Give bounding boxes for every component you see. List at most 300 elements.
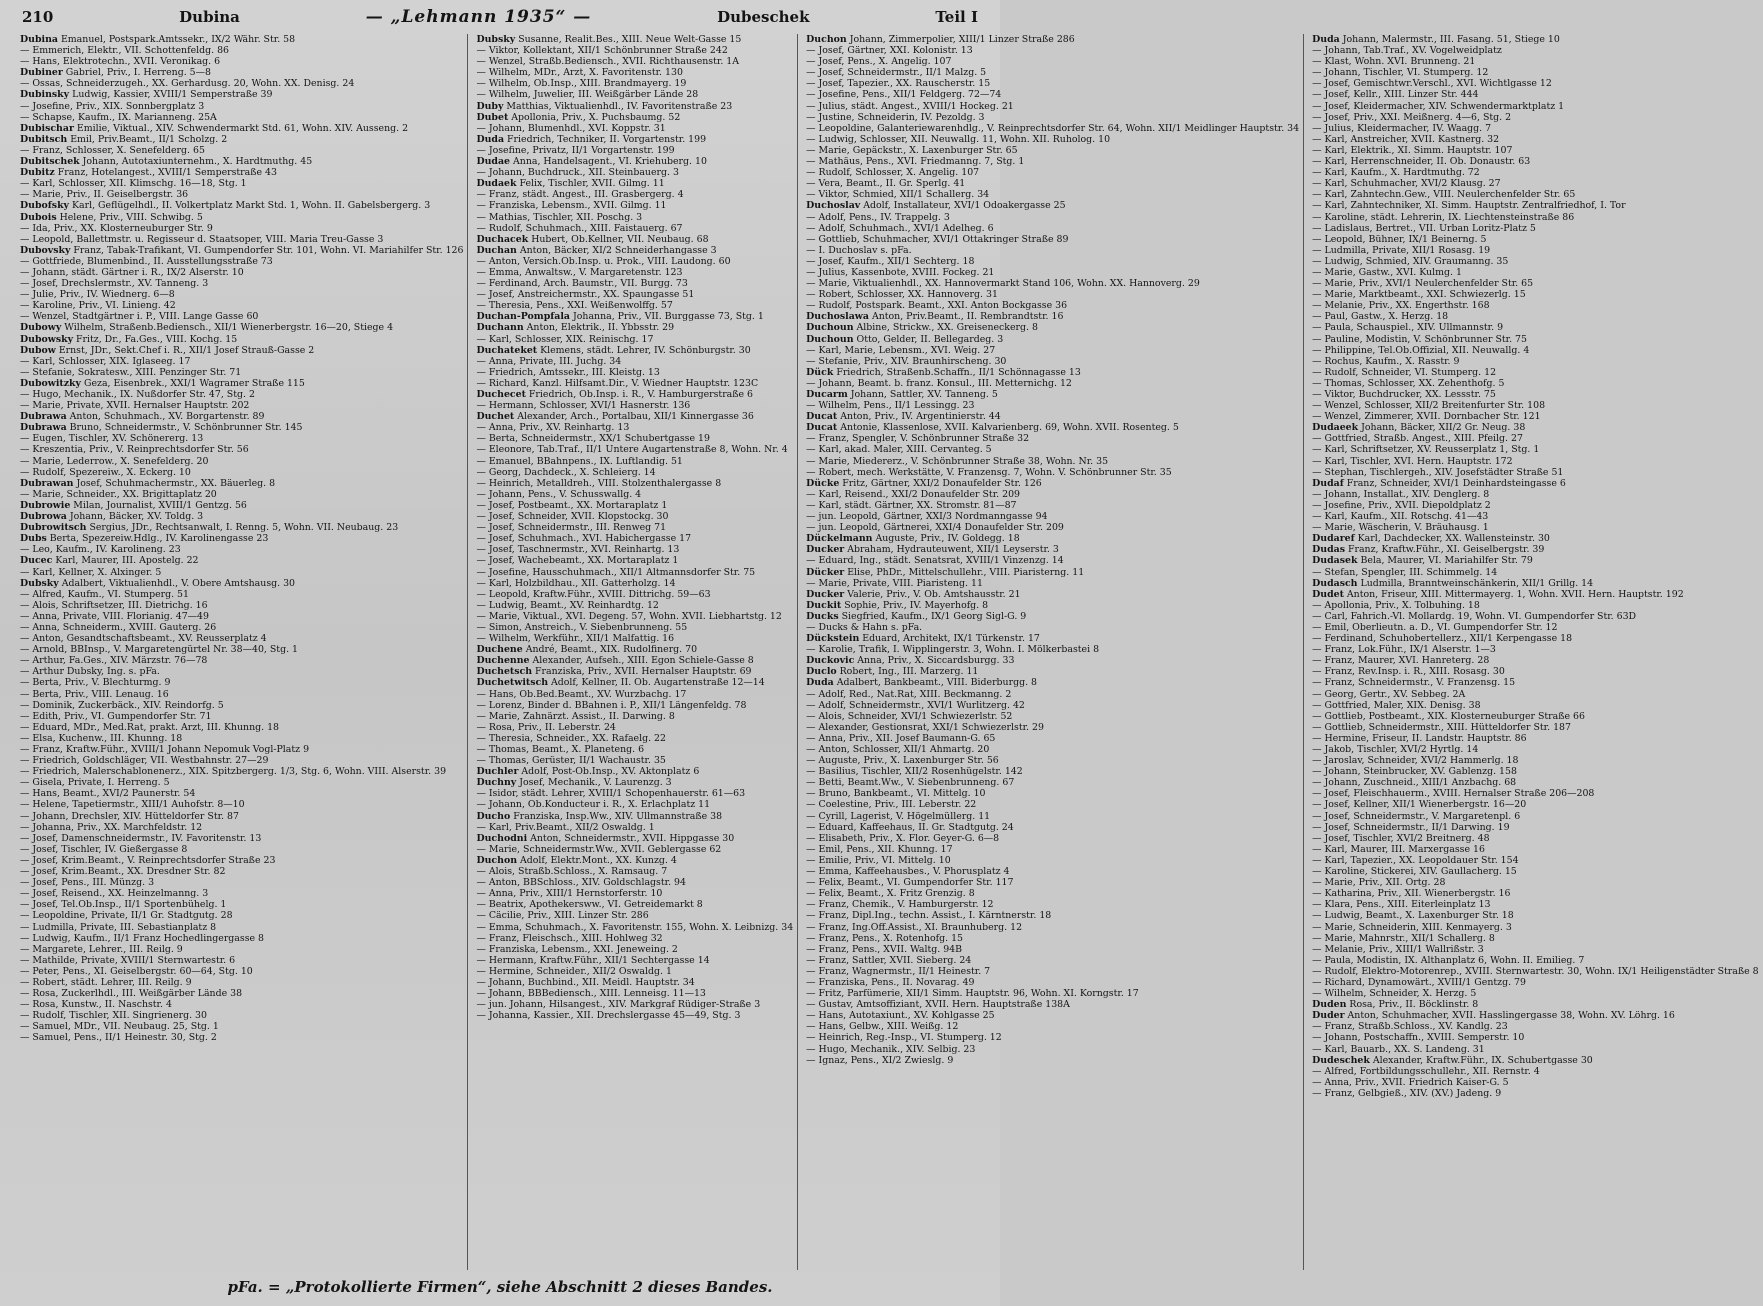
entry-details: — Josef, Tapezier., XX. Rauscherstr. 15 <box>806 78 991 90</box>
entry-details: Geza, Eisenbrek., XXI/1 Wagramer Straße 115 <box>83 377 305 389</box>
entry-details: — Peter, Pens., XI. Geiselbergstr. 60—64, Stg. 10 <box>20 965 253 977</box>
entry-details: Adolf, Installateur, XVI/1 Odoakergasse 25 <box>863 200 1066 212</box>
entry-details: — Anna, Priv., XII. Josef Baumann-G. 65 <box>806 732 996 744</box>
entry-surname: Dubois <box>20 211 57 223</box>
entry-details: — Richard, Dynamowärt., XVIII/1 Gentzg. 79 <box>1312 976 1526 988</box>
directory-entry <box>476 977 793 988</box>
entry-details: — Gottlieb, Postbeamt., XIX. Klosterneuburger Straße 66 <box>1312 710 1585 722</box>
directory-entry <box>476 389 793 400</box>
directory-entry <box>806 123 1299 134</box>
directory-entry <box>806 1010 1299 1021</box>
entry-details: — Karl, Holzbildhau., XII. Gatterholzg. 14 <box>476 577 676 589</box>
directory-entry <box>476 733 793 744</box>
directory-entry <box>20 212 463 223</box>
entry-details: — Anna, Private, III. Juchg. 34 <box>476 355 622 367</box>
directory-entry <box>1312 666 1759 677</box>
entry-details: — Leopold, Kraftw.Führ., XVIII. Dittrichg. 59—63 <box>476 588 711 600</box>
entry-details: — Emmerich, Elektr., VII. Schottenfeldg. 86 <box>20 45 230 57</box>
entry-details: Karl, Dachdecker, XX. Wallensteinstr. 30 <box>1357 533 1550 545</box>
entry-details: — Jaroslav, Schneider, XVI/2 Hammerlg. 18 <box>1312 755 1519 767</box>
entry-details: Bruno, Schneidermstr., V. Schönbrunner Str. 145 <box>69 422 303 434</box>
directory-entry <box>20 223 463 234</box>
directory-entry <box>1312 378 1759 389</box>
entry-details: Fritz, Gärtner, XXI/2 Donaufelder Str. 126 <box>842 477 1042 489</box>
entry-details: André, Beamt., XIX. Rudolfinerg. 70 <box>525 644 698 656</box>
entry-details: — Franz, Chemik., V. Hamburgerstr. 12 <box>806 899 994 911</box>
directory-entry <box>476 666 793 677</box>
directory-entry <box>806 145 1299 156</box>
entry-surname: Ducarm <box>806 389 848 400</box>
entry-details: — Klast, Wohn. XVI. Brunneng. 21 <box>1312 56 1476 68</box>
entry-details: Franz, Kraftw.Führ., XI. Geiselbergstr. 39 <box>1347 544 1545 556</box>
directory-entry <box>1312 267 1759 278</box>
entry-surname: Dubiner <box>20 67 63 79</box>
directory-entry <box>476 112 793 123</box>
directory-entry <box>806 644 1299 655</box>
entry-details: Sergius, JDr., Rechtsanwalt, I. Renng. 5, Wohn. VII. Neubaug. 23 <box>89 522 399 534</box>
directory-entry <box>476 1010 793 1021</box>
entry-surname: Dubrowitsch <box>20 522 87 534</box>
directory-entry <box>806 788 1299 799</box>
entry-details: — Alexander, Gestionsrat, XXI/1 Schwiezerlstr. 29 <box>806 721 1044 733</box>
entry-details: — Wilhelm, Ob.Insp., XIII. Brandmayerg. 19 <box>476 78 687 90</box>
directory-entry <box>20 500 463 511</box>
entry-details: — Basilius, Tischler, XII/2 Rosenhügelstr. 142 <box>806 766 1023 778</box>
entry-details: — Karl, Tapezier., XX. Leopoldauer Str. 154 <box>1312 854 1519 866</box>
directory-entry <box>806 722 1299 733</box>
entry-details: — Johann, Installat., XIV. Denglerg. 8 <box>1312 488 1490 500</box>
directory-entry <box>476 456 793 467</box>
directory-entry <box>806 112 1299 123</box>
directory-entry <box>20 178 463 189</box>
entry-details: — Rochus, Kaufm., X. Rasstr. 9 <box>1312 355 1460 367</box>
entry-surname: Dubitz <box>20 167 55 179</box>
entry-details: Friedrich, Straßenb.Schaffn., II/1 Schönnagasse 13 <box>836 366 1081 378</box>
directory-entry <box>476 256 793 267</box>
directory-entry <box>806 633 1299 644</box>
directory-entry <box>1312 67 1759 78</box>
directory-entry <box>20 433 463 444</box>
entry-details: Karl, Maurer, III. Apostelg. 22 <box>55 555 199 567</box>
entry-details: — Cyrill, Lagerist, V. Högelmüllerg. 11 <box>806 810 991 822</box>
entry-details: — Marie, Schneider., XX. Brigittaplatz 20 <box>20 488 217 500</box>
directory-entry <box>476 267 793 278</box>
directory-entry <box>806 500 1299 511</box>
directory-entry <box>1312 444 1759 455</box>
directory-entry <box>476 644 793 655</box>
entry-details: — Karoline, städt. Lehrerin, IX. Liechtensteinstraße 86 <box>1312 211 1575 223</box>
directory-entry <box>1312 877 1759 888</box>
directory-entry <box>806 755 1299 766</box>
part-label: Teil I <box>935 8 978 26</box>
directory-entry <box>806 78 1299 89</box>
entry-details: — Johann, Zuschneid., XIII/1 Anzbachg. 68 <box>1312 777 1517 789</box>
entry-details: — Karl, Bauarb., XX. S. Landeng. 31 <box>1312 1043 1485 1055</box>
directory-entry <box>1312 234 1759 245</box>
directory-entry <box>20 522 463 533</box>
entry-details: — Helene, Tapetiermstr., XIII/1 Auhofstr. 8—10 <box>20 799 245 811</box>
directory-entry <box>20 56 463 67</box>
entry-details: — Josef, Gärtner, XXI. Kolonistr. 13 <box>806 45 973 57</box>
entry-details: Franz, Schneider, XVI/1 Deinhardsteingasse 6 <box>1346 477 1566 489</box>
directory-entry <box>1312 822 1759 833</box>
directory-entry <box>20 378 463 389</box>
directory-entry <box>20 345 463 356</box>
entry-details: — Franz, Lok.Führ., IX/1 Alserstr. 1—3 <box>1312 644 1496 656</box>
footer-note: pFa. = „Protokollierte Firmen“, siehe Abschnitt 2 dieses Bandes. <box>227 1278 773 1296</box>
directory-entry <box>476 755 793 766</box>
entry-details: — Karl, Kellner, X. Alxinger. 5 <box>20 566 162 578</box>
directory-entry <box>806 522 1299 533</box>
page-header <box>22 4 978 30</box>
entry-details: — Julie, Priv., IV. Wiednerg. 6—8 <box>20 289 175 301</box>
entry-details: — Franz, Spengler, V. Schönbrunner Straße 32 <box>806 433 1030 445</box>
entry-details: — Hermine, Friseur, II. Landstr. Hauptstr. 86 <box>1312 732 1527 744</box>
entry-details: — jun. Johann, Hilsangest., XIV. Markgraf Rüdiger-Straße 3 <box>476 999 761 1011</box>
entry-details: — Gottlieb, Schneidermstr., XIII. Hütteldorfer Str. 187 <box>1312 721 1571 733</box>
directory-entry <box>20 910 463 921</box>
entry-details: — Rudolf, Tischler, XII. Singrienerg. 30 <box>20 1010 207 1022</box>
entry-details: Wilhelm, Straßenb.Bediensch., XII/1 Wienerbergstr. 16—20, Stiege 4 <box>64 322 394 334</box>
directory-entry <box>806 1055 1299 1066</box>
entry-surname: Duchoslav <box>806 200 861 212</box>
entry-details: — Johann, Beamt. b. franz. Konsul., III. Metternichg. 12 <box>806 377 1072 389</box>
directory-entry <box>476 178 793 189</box>
entry-details: — Stefan, Spengler, III. Schimmelg. 14 <box>1312 566 1498 578</box>
entry-surname: Dubofsky <box>20 200 70 212</box>
entry-details: Johanna, Priv., VII. Burggasse 73, Stg. 1 <box>573 311 764 323</box>
directory-entry <box>20 400 463 411</box>
entry-details: — Karl, städt. Gärtner, XX. Stromstr. 81—87 <box>806 499 1017 511</box>
directory-entry <box>1312 167 1759 178</box>
entry-details: — Thomas, Gerüster, II/1 Wachaustr. 35 <box>476 755 666 767</box>
directory-entry <box>806 444 1299 455</box>
entry-surname: Dudaf <box>1312 477 1344 489</box>
directory-entry <box>1312 478 1759 489</box>
entry-surname: Dücker <box>806 566 845 578</box>
entry-details: — Stefanie, Priv., XIV. Braunhirscheng. 30 <box>806 355 1007 367</box>
entry-details: — Johann, Steinbrucker, XV. Gablenzg. 158 <box>1312 766 1517 778</box>
directory-entry <box>1312 500 1759 511</box>
directory-entry <box>20 999 463 1010</box>
directory-entry <box>20 977 463 988</box>
directory-entry <box>20 877 463 888</box>
entry-details: — Anton, Gesandtschaftsbeamt., XV. Reusserplatz 4 <box>20 633 267 645</box>
directory-entry <box>1312 633 1759 644</box>
directory-entry <box>806 822 1299 833</box>
entry-details: — Viktor, Kollektant, XII/1 Schönbrunner Straße 242 <box>476 45 728 57</box>
entry-details: — Richard, Kanzl. Hilfsamt.Dir., V. Wiedner Hauptstr. 123C <box>476 377 759 389</box>
directory-entry <box>1312 788 1759 799</box>
directory-entry <box>476 855 793 866</box>
entry-details: — Johann, Pens., V. Schusswallg. 4 <box>476 488 642 500</box>
directory-entry <box>20 45 463 56</box>
entry-details: — Josef, Anstreichermstr., XX. Spaungasse 51 <box>476 289 695 301</box>
entry-details: — Friedrich, Amtssekr., III. Kleistg. 13 <box>476 366 660 378</box>
directory-entry <box>476 899 793 910</box>
entry-details: — Josef, Tischler, XVI/2 Breitnerg. 48 <box>1312 832 1490 844</box>
directory-entry <box>1312 722 1759 733</box>
directory-entry <box>476 788 793 799</box>
entry-details: Hubert, Ob.Kellner, VII. Neubaug. 68 <box>531 233 709 245</box>
directory-entry <box>1312 578 1759 589</box>
entry-details: — Josef, Schneidermstr., III. Renweg 71 <box>476 522 667 534</box>
directory-entry <box>20 811 463 822</box>
directory-entry <box>476 67 793 78</box>
directory-entry <box>806 877 1299 888</box>
directory-entry <box>1312 356 1759 367</box>
entry-details: — Marie, Priv., XVI/1 Neulerchenfelder Str. 65 <box>1312 278 1534 290</box>
entry-details: — Josef, Reisend., XX. Heinzelmanng. 3 <box>20 888 209 900</box>
directory-entry <box>806 411 1299 422</box>
entry-details: — Josef, Schneider, XVII. Klopstockg. 30 <box>476 511 669 523</box>
directory-entry <box>20 677 463 688</box>
entry-details: — Johann, städt. Gärtner i. R., IX/2 Alserstr. 10 <box>20 266 244 278</box>
entry-details: — Anton, BBSchloss., XIV. Goldschlagstr. 94 <box>476 877 686 889</box>
entry-details: — Stephan, Tischlergeh., XIV. Josefstädter Straße 51 <box>1312 466 1564 478</box>
entry-surname: Dubischar <box>20 122 74 134</box>
entry-details: — Eduard, Ing., städt. Senatsrat, XVIII/1 Vinzenzg. 14 <box>806 555 1064 567</box>
entry-details: — Anna, Schneiderm., XVIII. Gauterg. 26 <box>20 621 217 633</box>
entry-details: — Emma, Schuhmach., X. Favoritenstr. 155, Wohn. X. Leibnizg. 34 <box>476 921 794 933</box>
directory-entry <box>20 655 463 666</box>
directory-entry <box>806 134 1299 145</box>
directory-entry <box>806 256 1299 267</box>
directory-entry <box>1312 101 1759 112</box>
directory-entry <box>476 422 793 433</box>
directory-entry <box>476 234 793 245</box>
entry-details: — Isidor, städt. Lehrer, XVIII/1 Schopenhauerstr. 61—63 <box>476 788 746 800</box>
entry-surname: Duckit <box>806 599 842 611</box>
directory-entry <box>1312 811 1759 822</box>
directory-entry <box>806 855 1299 866</box>
directory-entry <box>806 910 1299 921</box>
directory-entry <box>20 689 463 700</box>
entry-details: — Marie, Gepäckstr., X. Laxenburger Str. 65 <box>806 144 1018 156</box>
entry-details: — Marie, Viktualienhdl., XX. Hannovermarkt Stand 106, Wohn. XX. Hannoverg. 29 <box>806 278 1200 290</box>
entry-details: — Johann, Buchdruck., XII. Steinbauerg. 3 <box>476 167 679 179</box>
entry-details: — Ludwig, Schlosser, XII. Neuwallg. 11, Wohn. XII. Ruholog. 10 <box>806 133 1111 145</box>
directory-entry <box>20 67 463 78</box>
entry-details: — Ludwig, Schmied, XIV. Graumanng. 35 <box>1312 255 1509 267</box>
entry-details: — Wilhelm, Juwelier, III. Weißgärber Lände 28 <box>476 89 699 101</box>
directory-entry <box>1312 400 1759 411</box>
entry-details: — Emilie, Priv., VI. Mittelg. 10 <box>806 854 951 866</box>
entry-details: — Marie, Priv., II. Geiselbergstr. 36 <box>20 189 189 201</box>
directory-entry <box>476 101 793 112</box>
directory-entry <box>476 45 793 56</box>
directory-entry <box>806 777 1299 788</box>
directory-entry <box>476 511 793 522</box>
entry-details: Antonie, Klassenlose, XVII. Kalvarienberg. 69, Wohn. XVII. Rosenteg. 5 <box>840 422 1179 434</box>
entry-details: — Anton, Schlosser, XII/1 Ahmartg. 20 <box>806 744 990 755</box>
directory-entry <box>1312 134 1759 145</box>
entry-details: — Karl, Reisend., XXI/2 Donaufelder Str. 209 <box>806 488 1021 500</box>
directory-entry <box>1312 245 1759 256</box>
directory-entry <box>1312 1077 1759 1088</box>
directory-entry <box>20 822 463 833</box>
page-title: — „Lehmann 1935“ — <box>365 7 592 27</box>
directory-entry <box>476 311 793 322</box>
entry-details: — Johann, Buchbind., XII. Meidl. Hauptstr. 34 <box>476 976 695 988</box>
entry-details: — Paula, Schauspiel., XIV. Ullmannstr. 9 <box>1312 322 1504 334</box>
entry-surname: Dubrawan <box>20 477 74 489</box>
entry-details: — Anna, Priv., XVII. Friedrich Kaiser-G. 5 <box>1312 1076 1509 1088</box>
entry-details: — Karl, Schlosser, XII. Klimschg. 16—18, Stg. 1 <box>20 178 247 190</box>
entry-details: — Berta, Priv., V. Blechturmg. 9 <box>20 677 171 689</box>
directory-entry <box>476 833 793 844</box>
directory-entry <box>20 766 463 777</box>
directory-entry <box>476 877 793 888</box>
entry-details: — Emma, Kaffeehausbes., V. Phorusplatz 4 <box>806 866 1010 878</box>
directory-entry <box>20 888 463 899</box>
directory-entry <box>806 334 1299 345</box>
entry-details: Adolf, Kellner, II. Ob. Augartenstraße 12—14 <box>551 677 765 689</box>
entry-details: Anton, Elektrik., II. Ybbsstr. 29 <box>526 322 675 334</box>
entry-details: — Franziska, Lebensm., XVII. Gilmg. 11 <box>476 200 667 212</box>
entry-details: Anton, Friseur, XIII. Mittermayerg. 1, Wohn. XVII. Hern. Hauptstr. 192 <box>1346 588 1684 600</box>
directory-entry <box>806 156 1299 167</box>
directory-entry <box>1312 1055 1759 1066</box>
entry-details: — Karl, Priv.Beamt., XII/2 Oswaldg. 1 <box>476 821 655 833</box>
directory-entry <box>806 467 1299 478</box>
directory-entry <box>476 500 793 511</box>
entry-surname: Dudaref <box>1312 533 1355 545</box>
directory-entry <box>476 212 793 223</box>
entry-details: — Josef, Tel.Ob.Insp., II/1 Sportenbühelg. 1 <box>20 899 227 911</box>
directory-entry <box>1312 922 1759 933</box>
entry-details: — Johann, BBBediensch., XIII. Lenneisg. 11—13 <box>476 988 706 1000</box>
directory-entry <box>476 123 793 134</box>
directory-entry <box>476 555 793 566</box>
entry-details: Alexander, Arch., Portalbau, XII/1 Kinnergasse 36 <box>517 411 754 423</box>
directory-entry <box>806 356 1299 367</box>
entry-details: Karl, Geflügelhdl., II. Volkertplatz Markt Std. 1, Wohn. II. Gabelsbergerg. 3 <box>72 200 431 212</box>
entry-details: — Mathäus, Pens., XVI. Friedmanng. 7, Stg. 1 <box>806 156 1025 168</box>
entry-details: — Cäcilie, Priv., XIII. Linzer Str. 286 <box>476 910 649 922</box>
entry-details: Felix, Tischler, XVII. Gilmg. 11 <box>519 178 665 190</box>
entry-surname: Dubrawa <box>20 411 67 423</box>
entry-details: Robert, Ing., III. Marzerg. 11 <box>839 666 979 678</box>
entry-details: Ernst, JDr., Sekt.Chef i. R., XII/1 Josef Strauß-Gasse 2 <box>58 344 315 356</box>
directory-entry <box>1312 655 1759 666</box>
entry-details: Fritz, Dr., Fa.Ges., VIII. Kochg. 15 <box>76 333 238 345</box>
entry-details: — Berta, Priv., VIII. Lenaug. 16 <box>20 688 169 700</box>
directory-entry <box>20 322 463 333</box>
directory-entry <box>806 888 1299 899</box>
entry-details: — Josef, Fleischhauerm., XVIII. Hernalser Straße 206—208 <box>1312 788 1595 800</box>
entry-details: — Wenzel, Zimmerer, XVII. Dornbacher Str. 121 <box>1312 411 1541 423</box>
entry-details: Adolf, Elektr.Mont., XX. Kunzg. 4 <box>520 854 677 866</box>
directory-entry <box>20 189 463 200</box>
entry-details: — Viktor, Schmied, XII/1 Schallerg. 34 <box>806 189 990 201</box>
entry-details: — Hermann, Schlosser, XVI/1 Hasnerstr. 136 <box>476 400 691 412</box>
directory-entry <box>806 655 1299 666</box>
entry-details: — Josefine, Privatz, II/1 Vorgartenstr. 199 <box>476 144 675 156</box>
directory-entry <box>476 34 793 45</box>
entry-details: — Stefanie, Sokratesw., XIII. Penzinger Str. 71 <box>20 366 242 378</box>
entry-details: — Marie, Gastw., XVI. Kulmg. 1 <box>1312 266 1462 278</box>
directory-entry <box>20 755 463 766</box>
entry-details: — Friedrich, Malerschablonenerz., XIX. Spitzbergerg. 1/3, Stg. 6, Wohn. VIII. Alserstr. 39 <box>20 766 447 778</box>
directory-entry <box>476 944 793 955</box>
entry-details: — Katharina, Priv., XII. Wienerbergstr. 16 <box>1312 888 1511 900</box>
directory-entry <box>1312 799 1759 810</box>
header-right-word: Dubeschek <box>717 8 810 26</box>
entry-details: — Franziska, Pens., II. Novarag. 49 <box>806 976 975 988</box>
entry-surname: Dückstein <box>806 633 860 645</box>
directory-entry <box>1312 223 1759 234</box>
directory-entry <box>476 600 793 611</box>
directory-entry <box>476 356 793 367</box>
entry-details: — Justine, Schneiderin, IV. Pezoldg. 3 <box>806 111 985 123</box>
entry-details: — Josef, Krim.Beamt., XX. Dresdner Str. 82 <box>20 866 226 878</box>
entry-details: — Franz, Fleischsch., XIII. Hohlweg 32 <box>476 932 663 944</box>
entry-details: Klemens, städt. Lehrer, IV. Schönburgstr. 30 <box>540 344 751 356</box>
entry-details: — Josefine, Priv., XIX. Sonnbergplatz 3 <box>20 100 205 112</box>
entry-details: — Paul, Gastw., X. Herzg. 18 <box>1312 311 1449 323</box>
directory-entry <box>20 467 463 478</box>
entry-surname: Ducat <box>806 422 838 434</box>
directory-entry <box>1312 1088 1759 1099</box>
entry-details: — Arthur Dubsky, Ing. s. pFa. <box>20 666 160 678</box>
entry-details: — Anna, Priv., XIII/1 Hernstorferstr. 10 <box>476 888 663 900</box>
entry-details: — Rudolf, Schneider, VI. Stumperg. 12 <box>1312 366 1497 378</box>
directory-entry <box>806 67 1299 78</box>
entry-details: — Josef, Postbeamt., XX. Mortaraplatz 1 <box>476 499 668 511</box>
entry-details: — Coelestine, Priv., III. Leberstr. 22 <box>806 799 977 811</box>
entry-details: — Rudolf, Schuhmach., XIII. Faistauerg. 67 <box>476 222 683 234</box>
entry-surname: Duchoslawa <box>806 311 869 323</box>
entry-details: — Eugen, Tischler, XV. Schönererg. 13 <box>20 433 204 445</box>
entry-surname: Duchan <box>476 244 517 256</box>
entry-details: — Wenzel, Straßb.Bediensch., XVII. Richthausenstr. 1A <box>476 56 740 68</box>
directory-entry <box>1312 200 1759 211</box>
entry-surname: Dubitsch <box>20 133 68 145</box>
directory-entry <box>1312 1044 1759 1055</box>
entry-details: — Josef, Priv., XXI. Meißnerg. 4—6, Stg. 2 <box>1312 111 1512 123</box>
directory-entry <box>476 478 793 489</box>
directory-entry <box>476 799 793 810</box>
directory-entry <box>20 555 463 566</box>
directory-entry <box>1312 78 1759 89</box>
entry-details: — Kreszentia, Priv., V. Reinprechtsdorfer Str. 56 <box>20 444 249 456</box>
directory-entry <box>806 533 1299 544</box>
directory-entry <box>1312 910 1759 921</box>
directory-entry <box>20 644 463 655</box>
directory-entry <box>476 245 793 256</box>
directory-entry <box>20 533 463 544</box>
entry-details: — Karl, Schlosser, XIX. Reinischg. 17 <box>476 333 654 345</box>
entry-details: — Emil, Oberlieutn. a. D., VI. Gumpendorfer Str. 12 <box>1312 621 1558 633</box>
directory-entry <box>1312 1066 1759 1077</box>
entry-details: Johann, Autotaxiunternehm., X. Hardtmuthg. 45 <box>82 156 313 168</box>
entry-details: Johann, Sattler, XV. Tanneng. 5 <box>850 389 998 400</box>
entry-details: — Karoline, Stickerei, XIV. Gaullacherg. 15 <box>1312 866 1517 878</box>
directory-entry <box>806 844 1299 855</box>
directory-entry <box>20 311 463 322</box>
entry-surname: Duby <box>476 100 504 112</box>
directory-entry <box>20 101 463 112</box>
directory-entry <box>806 933 1299 944</box>
entry-details: Susanne, Realit.Bes., XIII. Neue Welt-Gasse 15 <box>518 34 742 45</box>
entry-details: — Franz, Kraftw.Führ., XVIII/1 Johann Nepomuk Vogl-Platz 9 <box>20 744 310 755</box>
directory-entry <box>806 378 1299 389</box>
entry-details: Johann, Zimmerpolier, XIII/1 Linzer Straße 286 <box>849 34 1075 45</box>
directory-entry <box>476 400 793 411</box>
entry-details: — Arnold, BBInsp., V. Margaretengürtel Nr. 38—40, Stg. 1 <box>20 644 298 656</box>
entry-details: Johann, Malermstr., III. Fasang. 51, Stiege 10 <box>1342 34 1560 45</box>
